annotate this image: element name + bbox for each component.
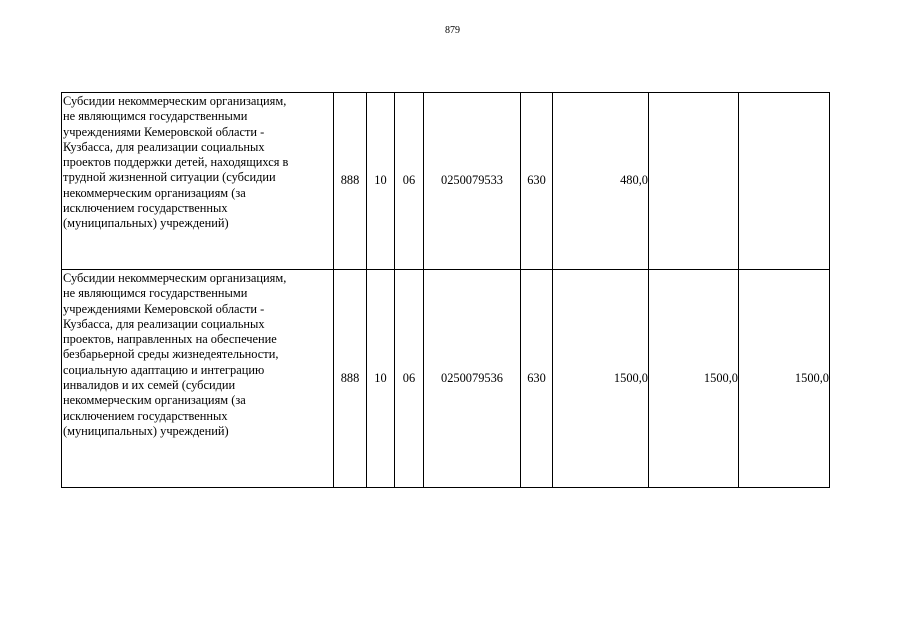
description-line: некоммерческим организациям (за: [63, 185, 246, 200]
description-cell: [62, 270, 334, 488]
description-line: инвалидов и их семей (субсидии: [63, 378, 236, 393]
amount-3-cell: 1500,0: [739, 270, 830, 488]
table-row: [62, 270, 830, 488]
description-cell: [62, 93, 334, 270]
amount-1-cell: 1500,0: [553, 270, 649, 488]
table-row: [62, 93, 830, 270]
description-line: не являющимся государственными: [63, 109, 248, 124]
page-number: 879: [445, 25, 460, 36]
description-line: (муниципальных) учреждений): [63, 423, 229, 438]
description-line: безбарьерной среды жизнедеятельности,: [63, 347, 279, 362]
description-line: учреждениями Кемеровской области -: [63, 301, 265, 316]
description-line: не являющимся государственными: [63, 286, 248, 301]
description-line: Кузбасса, для реализации социальных: [63, 316, 265, 331]
description-line: Субсидии некоммерческим организациям,: [63, 94, 287, 108]
description-line: социальную адаптацию и интеграцию: [63, 362, 265, 377]
description-line: (муниципальных) учреждений): [63, 216, 229, 231]
description-line: некоммерческим организациям (за: [63, 393, 246, 408]
amount-1-cell: 480,0: [553, 93, 649, 270]
ministry-code-cell: 888: [334, 270, 367, 488]
description-line: исключением государственных: [63, 408, 228, 423]
expense-type-cell: 630: [521, 270, 553, 488]
description-line: исключением государственных: [63, 201, 228, 216]
subsection-code-cell: 06: [395, 270, 424, 488]
description-line: проектов, направленных на обеспечение: [63, 332, 277, 347]
description-line: учреждениями Кемеровской области -: [63, 124, 265, 139]
description-line: Субсидии некоммерческим организациям,: [63, 271, 287, 285]
budget-table: [61, 92, 830, 488]
section-code-cell: 10: [367, 270, 395, 488]
expense-type-cell: 630: [521, 93, 553, 270]
amount-2-cell: [649, 93, 739, 270]
section-code-cell: 10: [367, 93, 395, 270]
amount-3-cell: [739, 93, 830, 270]
ministry-code-cell: 888: [334, 93, 367, 270]
description-line: Кузбасса, для реализации социальных: [63, 139, 265, 154]
target-article-cell: 0250079536: [424, 270, 521, 488]
description-line: проектов поддержки детей, находящихся в: [63, 155, 289, 170]
target-article-cell: 0250079533: [424, 93, 521, 270]
subsection-code-cell: 06: [395, 93, 424, 270]
amount-2-cell: 1500,0: [649, 270, 739, 488]
description-line: трудной жизненной ситуации (субсидии: [63, 170, 276, 185]
